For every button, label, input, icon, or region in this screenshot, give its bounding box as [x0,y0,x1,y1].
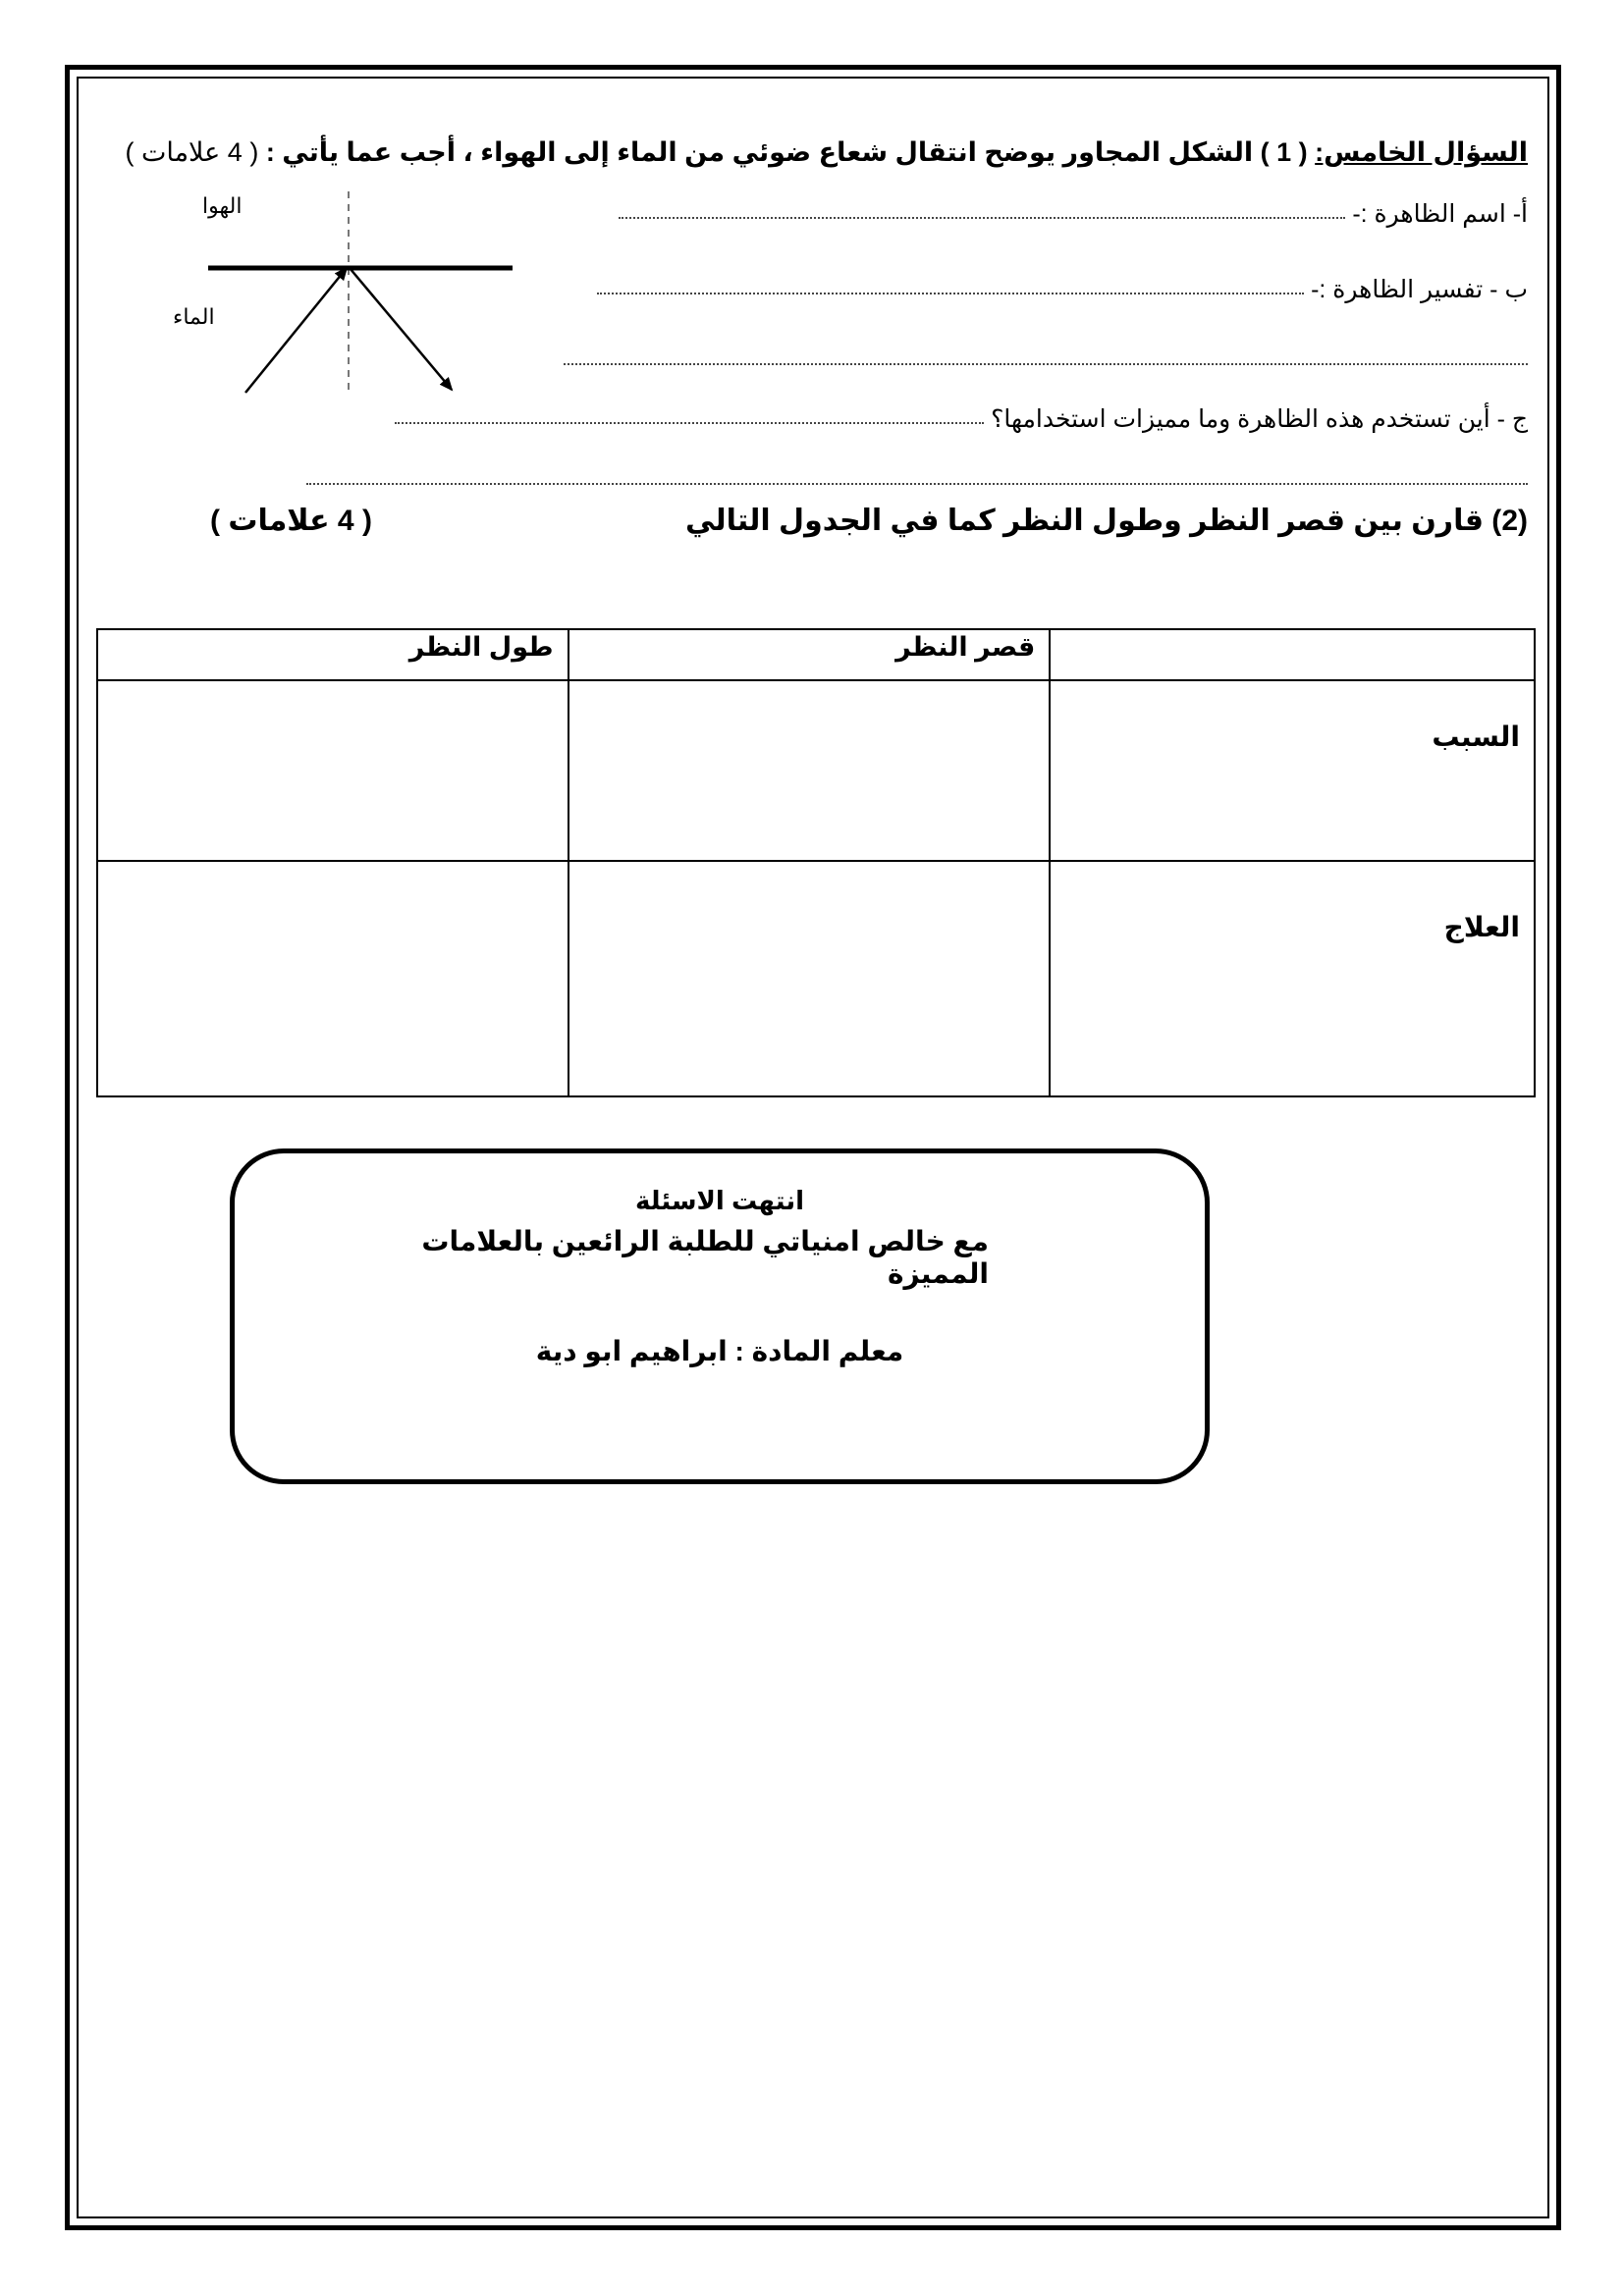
answer-line-c2[interactable] [306,483,1528,485]
answer-line-c1[interactable] [395,416,984,424]
row-label-treatment: العلاج [1050,861,1535,1096]
item-b [597,275,1528,304]
reflected-ray [350,268,452,390]
item-c [395,404,1528,434]
closing-line-wishes: مع خالص امنياتي للطلبة الرائعين بالعلامات المميزة [421,1226,989,1289]
closing-line-teacher: معلم المادة : ابراهيم ابو دية [535,1336,904,1366]
comparison-table [96,628,1536,1097]
light-ray-diagram [187,187,540,412]
item-c-label: ج - أين تستخدم هذه الظاهرة وما مميزات استخدامها؟ [991,405,1528,433]
row-label-cause: السبب [1050,680,1535,861]
question5-text: ( 1 ) الشكل المجاور يوضح انتقال شعاع ضوئي من الماء إلى الهواء ، أجب عما يأتي : [258,137,1316,167]
question2-title: (2) قارن بين قصر النظر وطول النظر كما في الجدول التالي [685,505,1528,537]
item-a-label: أ- اسم الظاهرة :- [1352,200,1528,228]
answer-line-b1[interactable] [597,287,1304,294]
table-header-hyperopia: طول النظر [97,629,568,680]
closing-line-end: انتهت الاسئلة [634,1186,805,1215]
question2-marks: ( 4 علامات ) [210,505,372,537]
cell-cause-myopia[interactable] [568,680,1051,861]
closing-box [230,1148,1210,1484]
item-b-label: ب - تفسير الظاهرة :- [1311,276,1528,303]
answer-line-a[interactable] [619,211,1345,219]
cell-treatment-hyperopia[interactable] [97,861,568,1096]
table-row [97,861,1535,1096]
cell-cause-hyperopia[interactable] [97,680,568,861]
table-header-myopia: قصر النظر [568,629,1051,680]
question5-marks: ( 4 علامات ) [125,137,259,167]
answer-line-b2[interactable] [564,363,1528,365]
cell-treatment-myopia[interactable] [568,861,1051,1096]
item-a [619,199,1528,229]
question5-label: السؤال الخامس: [1315,137,1528,167]
table-row [97,680,1535,861]
table-header-empty [1050,629,1535,680]
table-header-row [97,629,1535,680]
incident-ray [245,268,347,393]
label-air: الهوا [202,193,243,218]
label-water: الماء [173,304,215,329]
question5-title [125,137,1528,168]
